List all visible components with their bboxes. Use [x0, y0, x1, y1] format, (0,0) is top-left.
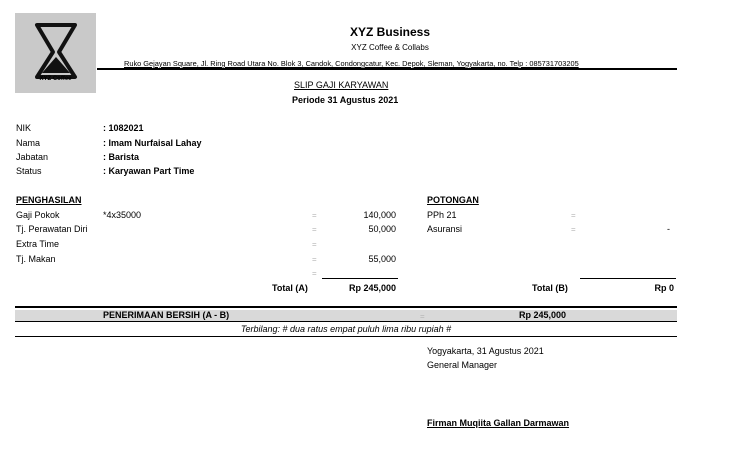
value-nik: : 1082021 — [103, 123, 144, 133]
net-top-border — [15, 306, 677, 308]
income-total-line — [322, 278, 398, 279]
signature-name: Firman Muqiita Gallan Darmawan — [427, 418, 570, 428]
income-eq-makan: = — [312, 255, 317, 264]
deduction-total-label: Total (B) — [532, 283, 568, 293]
income-heading: PENGHASILAN — [16, 195, 82, 205]
net-bottom-border — [15, 336, 677, 337]
deduction-total-value: Rp 0 — [654, 283, 674, 293]
company-address: Ruko Gejayan Square, Jl. Ring Road Utara No. Blok 3, Candok, Condongcatur, Kec. Depok, Sleman, Yogyakarta, no. Telp : 085731703205 — [124, 59, 579, 68]
income-label-perawatan: Tj. Perawatan Diri — [16, 224, 88, 234]
slip-period: Periode 31 Agustus 2021 — [292, 95, 399, 105]
net-value: Rp 245,000 — [518, 310, 566, 320]
value-status: : Karyawan Part Time — [103, 166, 195, 176]
label-jabatan: Jabatan — [16, 152, 49, 162]
income-amount-makan: 55,000 — [368, 254, 396, 264]
deduction-label-pph21: PPh 21 — [427, 210, 457, 220]
income-label-gaji-pokok: Gaji Pokok — [16, 210, 60, 220]
deductions-heading: POTONGAN — [427, 195, 479, 205]
income-eq-perawatan: = — [312, 225, 317, 234]
net-eq: = — [420, 312, 425, 321]
deduction-total-line — [580, 278, 676, 279]
deduction-eq-asuransi: = — [571, 225, 576, 234]
header-divider — [97, 68, 677, 70]
income-total-label: Total (A) — [272, 283, 308, 293]
company-subtitle: XYZ Coffee & Collabs — [351, 43, 429, 52]
net-in-words: Terbilang: # dua ratus empat puluh lima ribu rupiah # — [240, 324, 452, 334]
deduction-label-asuransi: Asuransi — [427, 224, 463, 234]
label-nik: NIK — [16, 123, 32, 133]
income-amount-perawatan: 50,000 — [368, 224, 396, 234]
slip-title: SLIP GAJI KARYAWAN — [294, 80, 389, 90]
logo-text: XYZ Coffee — [39, 76, 72, 82]
income-eq-blank: = — [312, 269, 317, 278]
label-nama: Nama — [16, 138, 41, 148]
net-mid-border — [15, 321, 677, 322]
income-eq-gaji-pokok: = — [312, 211, 317, 220]
label-status: Status — [16, 166, 42, 176]
net-label: PENERIMAAN BERSIH (A - B) — [103, 310, 230, 320]
signature-position: General Manager — [427, 360, 498, 370]
value-jabatan: : Barista — [103, 152, 140, 162]
company-name: XYZ Business — [349, 25, 431, 39]
income-label-extra-time: Extra Time — [16, 239, 60, 249]
company-logo — [15, 13, 96, 93]
income-eq-extra-time: = — [312, 240, 317, 249]
signature-place-date: Yogyakarta, 31 Agustus 2021 — [427, 346, 544, 356]
income-total-value: Rp 245,000 — [348, 283, 396, 293]
income-amount-gaji-pokok: 140,000 — [363, 210, 396, 220]
value-nama: : Imam Nurfaisal Lahay — [103, 138, 202, 148]
deduction-eq-pph21: = — [571, 211, 576, 220]
deduction-amount-asuransi: - — [667, 224, 670, 234]
income-note-gaji-pokok: *4x35000 — [103, 210, 142, 220]
income-label-makan: Tj. Makan — [16, 254, 56, 264]
